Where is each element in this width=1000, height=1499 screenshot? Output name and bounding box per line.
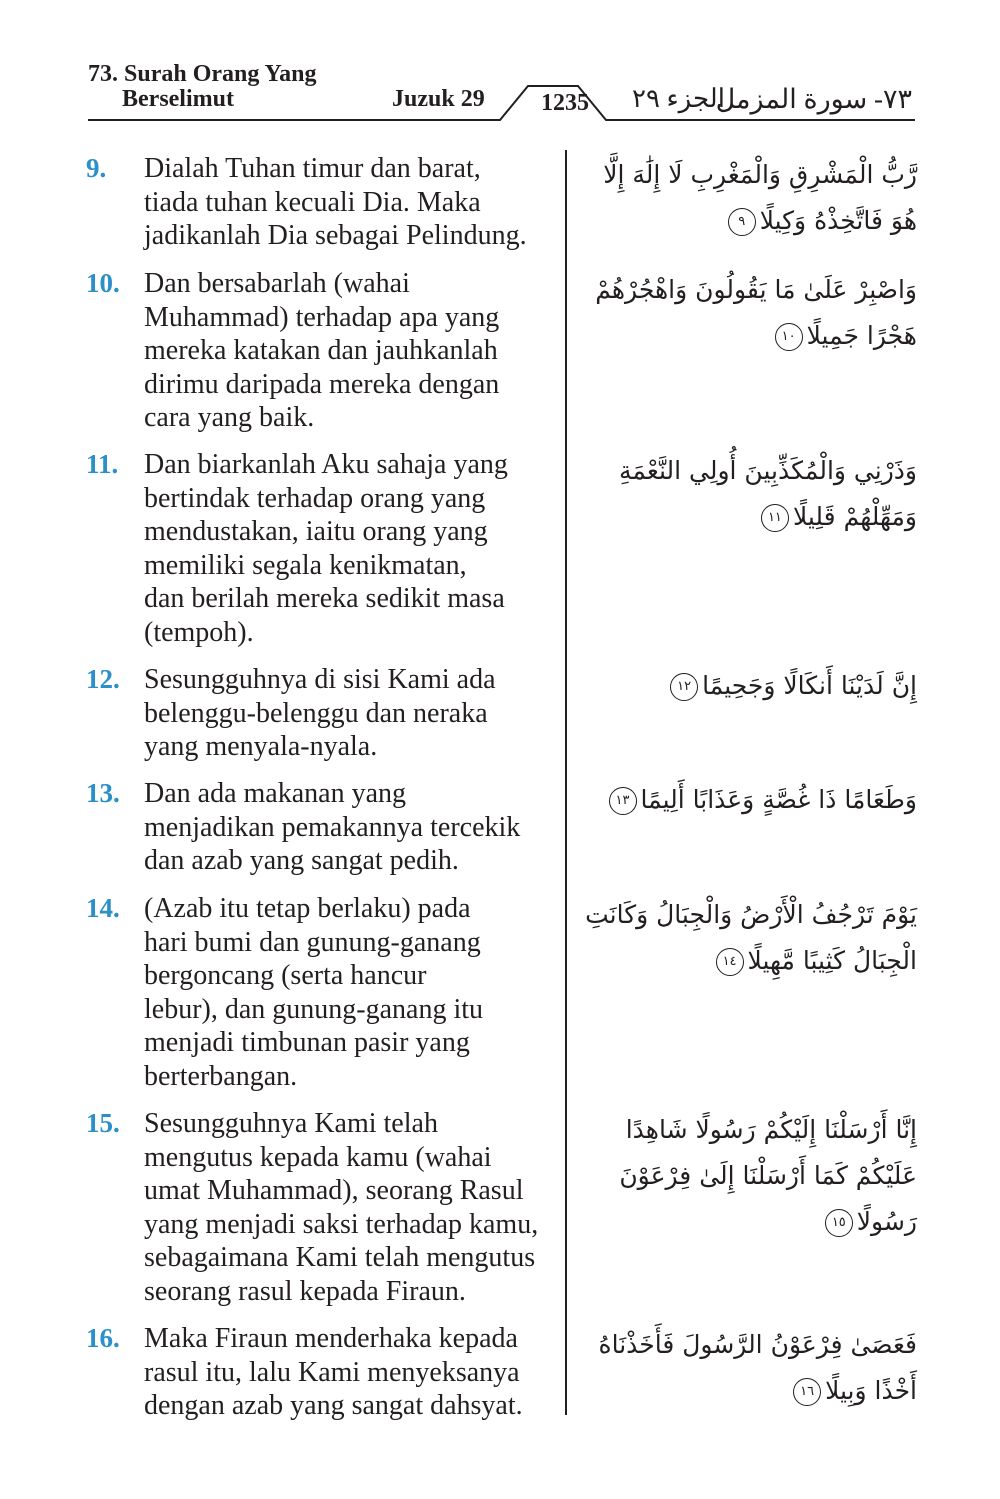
verse-arabic	[582, 892, 917, 984]
verse-translation: Maka Firaun menderhaka kepada rasul itu, lalu Kami menyeksanya dengan azab yang sangat dahsyat.	[144, 1323, 523, 1421]
verse-arabic	[582, 152, 917, 244]
ayah-end-marker: ١٥	[825, 1209, 853, 1237]
arabic-text: رَّبُّ الْمَشْرِقِ وَالْمَغْرِبِ لَا إِلَٰهَ إِلَّا هُوَ فَاتَّخِذْهُ وَكِيلًا	[603, 160, 917, 235]
page-number: 1235	[541, 90, 589, 116]
arabic-text: يَوْمَ تَرْجُفُ الْأَرْضُ وَالْجِبَالُ وَكَانَتِ الْجِبَالُ كَثِيبًا مَّهِيلًا	[585, 900, 917, 975]
verse-arabic	[582, 777, 917, 823]
ayah-end-marker: ١٢	[670, 673, 698, 701]
verse-translation: Dan bersabarlah (wahai Muhammad) terhadap apa yang mereka katakan dan jauhkanlah dirimu daripada mereka dengan cara yang baik.	[144, 268, 500, 433]
verse-translation: (Azab itu tetap berlaku) pada hari bumi dan gunung-ganang bergoncang (serta hancur lebur), dan gunung-ganang itu menjadi timbunan pasir yang berterbangan.	[144, 893, 484, 1092]
verse-translation: Sesungguhnya Kami telah mengutus kepada kamu (wahai umat Muhammad), seorang Rasul yang menjadi saksi terhadap kamu, sebagaimana Kami telah mengutus seorang rasul kepada Firaun.	[144, 1108, 539, 1307]
column-divider	[565, 150, 567, 1415]
arabic-text: وَذَرْنِي وَالْمُكَذِّبِينَ أُولِي النَّعْمَةِ وَمَهِّلْهُمْ قَلِيلًا	[619, 456, 917, 531]
verse-translation: Sesungguhnya di sisi Kami ada belenggu-belenggu dan neraka yang menyala-nyala.	[144, 664, 496, 762]
arabic-text: إِنَّ لَدَيْنَا أَنكَالًا وَجَحِيمًا	[702, 671, 917, 700]
verse-number: 12.	[86, 664, 120, 694]
verse-number: 16.	[86, 1323, 120, 1353]
ayah-end-marker: ١٤	[716, 948, 744, 976]
surah-title-line2: Berselimut	[122, 86, 234, 112]
surah-title-arabic: ٧٣- سورة المزمل	[715, 84, 912, 114]
verse-arabic	[582, 1322, 917, 1414]
ayah-end-marker: ١٠	[775, 323, 803, 351]
ayah-end-marker: ٩	[728, 208, 756, 236]
ayah-end-marker: ١١	[761, 504, 789, 532]
verse-number: 15.	[86, 1108, 120, 1138]
ayah-end-marker: ١٣	[609, 787, 637, 815]
verse-translation: Dan ada makanan yang menjadikan pemakannya tercekik dan azab yang sangat pedih.	[144, 778, 521, 876]
arabic-text: فَعَصَىٰ فِرْعَوْنُ الرَّسُولَ فَأَخَذْنَاهُ أَخْذًا وَبِيلًا	[598, 1330, 917, 1405]
verse-translation: Dialah Tuhan timur dan barat, tiada tuhan kecuali Dia. Maka jadikanlah Dia sebagai Pelindung.	[144, 153, 527, 251]
verse-number: 13.	[86, 778, 120, 808]
ayah-end-marker: ١٦	[793, 1378, 821, 1406]
verse-arabic	[582, 663, 917, 709]
juz-arabic: الجزء ٢٩	[632, 84, 725, 113]
verse-number: 14.	[86, 893, 120, 923]
verse-number: 10.	[86, 268, 120, 298]
juzuk-label: Juzuk 29	[392, 86, 485, 112]
verse-number: 11.	[86, 449, 119, 479]
verse-translation: Dan biarkanlah Aku sahaja yang bertindak terhadap orang yang mendustakan, iaitu orang yang memiliki segala kenikmatan, dan berilah mereka sedikit masa (tempoh).	[144, 449, 508, 648]
header-rule	[0, 0, 1000, 125]
verse-number: 9.	[86, 153, 107, 183]
surah-title-line1: 73. Surah Orang Yang	[88, 61, 317, 87]
verse-arabic	[582, 448, 917, 540]
page-header	[0, 0, 1000, 125]
arabic-text: وَاصْبِرْ عَلَىٰ مَا يَقُولُونَ وَاهْجُرْهُمْ هَجْرًا جَمِيلًا	[595, 275, 917, 350]
verse-arabic	[582, 267, 917, 359]
arabic-text: إِنَّا أَرْسَلْنَا إِلَيْكُمْ رَسُولًا شَاهِدًا عَلَيْكُمْ كَمَا أَرْسَلْنَا إِلَىٰ فِرْعَوْنَ رَسُولًا	[619, 1115, 917, 1236]
verse-arabic	[582, 1107, 917, 1245]
arabic-text: وَطَعَامًا ذَا غُصَّةٍ وَعَذَابًا أَلِيمًا	[640, 785, 917, 814]
